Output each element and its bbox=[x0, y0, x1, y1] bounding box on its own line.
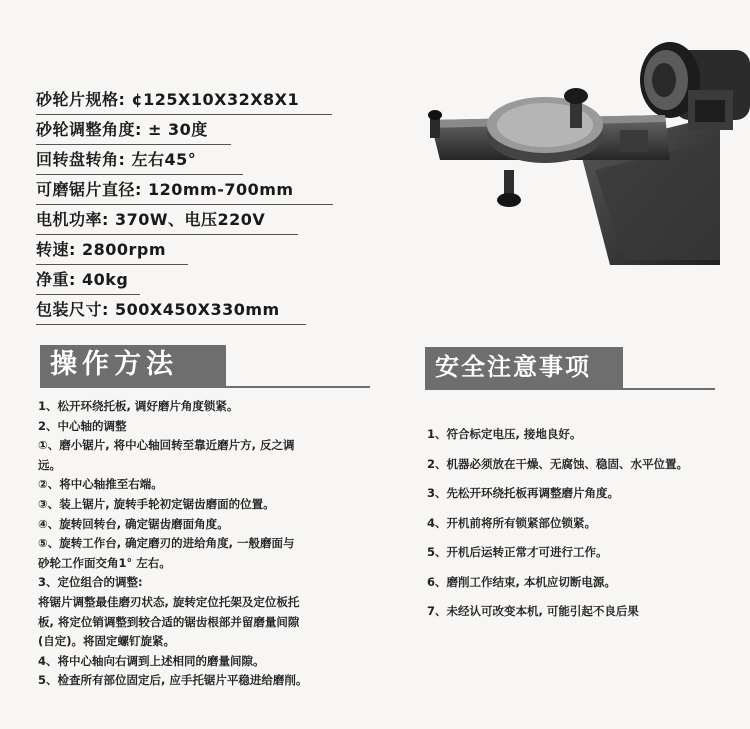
spec-motor-power: 电机功率: 370W、电压220V bbox=[36, 206, 336, 236]
safety-line: 7、未经认可改变本机, 可能引起不良后果 bbox=[427, 604, 639, 618]
safety-line: 5、开机后运转正常才可进行工作。 bbox=[427, 545, 608, 559]
spec-turntable-angle: 回转盘转角: 左右45° bbox=[36, 146, 336, 176]
operation-line: 板, 将定位销调整到较合适的锯齿根部并留磨量间隙 bbox=[38, 614, 300, 629]
safety-line: 6、磨削工作结束, 本机应切断电源。 bbox=[427, 574, 616, 589]
operation-line: ②、将中心轴推至右端。 bbox=[38, 477, 163, 492]
operation-line: 5、检查所有部位固定后, 应手托锯片平稳进给磨削。 bbox=[38, 673, 308, 688]
grinder-machine-image bbox=[420, 20, 750, 270]
operation-line: 1、松开环绕托板, 调好磨片角度锁紧。 bbox=[38, 399, 239, 413]
safety-line: 3、先松开环绕托板再调整磨片角度。 bbox=[427, 486, 619, 500]
operation-heading-rule bbox=[40, 386, 370, 388]
operation-line: 远。 bbox=[38, 457, 61, 472]
safety-notes bbox=[427, 424, 737, 631]
spec-speed: 转速: 2800rpm bbox=[36, 236, 336, 266]
operation-line: ④、旋转回转台, 确定锯齿磨面角度。 bbox=[38, 516, 229, 531]
spec-package-size: 包装尺寸: 500X450X330mm bbox=[36, 296, 336, 326]
operation-instructions bbox=[38, 397, 368, 691]
operation-line: 3、定位组合的调整: bbox=[38, 575, 143, 590]
safety-heading-rule bbox=[425, 388, 715, 390]
safety-heading: 安全注意事项 bbox=[425, 347, 623, 389]
spec-net-weight: 净重: 40kg bbox=[36, 266, 336, 296]
operation-line: (自定)。将固定螺钉旋紧。 bbox=[38, 634, 176, 649]
spec-list bbox=[36, 86, 336, 326]
spec-wheel-size: 砂轮片规格: ¢125X10X32X8X1 bbox=[36, 86, 336, 116]
operation-line: 4、将中心轴向右调到上述相同的磨量间隙。 bbox=[38, 653, 265, 668]
operation-line: ⑤、旋转工作台, 确定磨刃的进给角度, 一般磨面与 bbox=[38, 536, 295, 551]
operation-line: 砂轮工作面交角1° 左右。 bbox=[38, 555, 171, 570]
operation-heading: 操作方法 bbox=[40, 345, 226, 387]
safety-line: 4、开机前将所有锁紧部位锁紧。 bbox=[427, 515, 596, 530]
operation-line: 2、中心轴的调整 bbox=[38, 418, 127, 433]
spec-wheel-angle: 砂轮调整角度: ± 30度 bbox=[36, 116, 336, 146]
operation-line: ③、装上锯片, 旋转手轮初定锯齿磨面的位置。 bbox=[38, 496, 275, 511]
operation-line: 将锯片调整最佳磨刃状态, 旋转定位托架及定位板托 bbox=[38, 594, 300, 609]
operation-line: ①、磨小锯片, 将中心轴回转至靠近磨片方, 反之调 bbox=[38, 438, 295, 453]
safety-line: 2、机器必须放在干燥、无腐蚀、稳固、水平位置。 bbox=[427, 456, 688, 471]
spec-blade-diameter: 可磨锯片直径: 120mm-700mm bbox=[36, 176, 336, 206]
safety-line: 1、符合标定电压, 接地良好。 bbox=[427, 427, 582, 441]
